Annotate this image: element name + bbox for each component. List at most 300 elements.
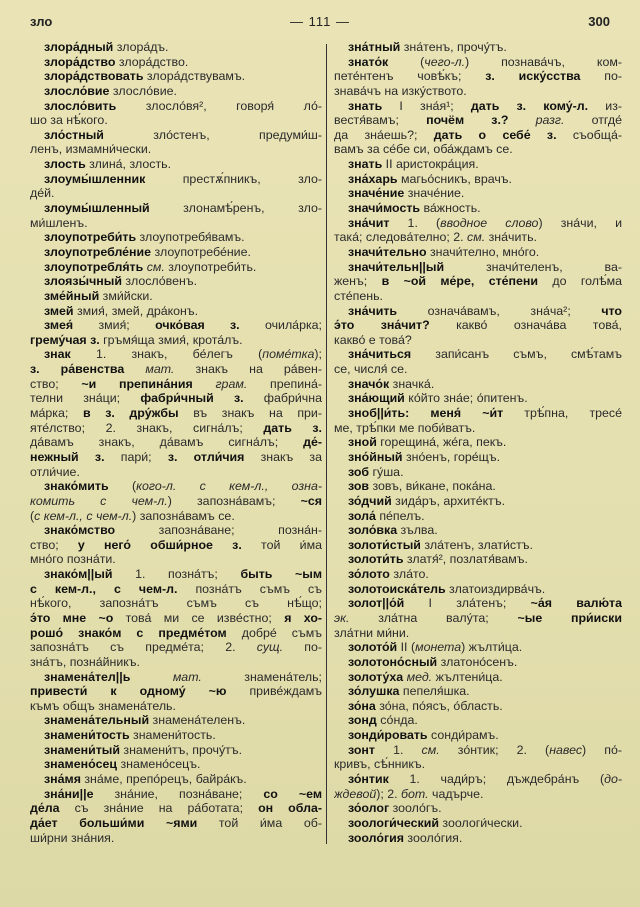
dictionary-entry — [334, 347, 622, 376]
translation: злора́дствувамъ. — [143, 69, 246, 84]
grammar-label: см. — [421, 742, 440, 757]
headword: зооло́гия — [348, 830, 404, 845]
grammar-label: разг. — [508, 113, 565, 128]
headword: да́ет больши́ми ~ями — [30, 815, 198, 830]
entry-line-head — [334, 655, 622, 670]
entry-line-head — [334, 816, 622, 831]
translation: по- — [283, 640, 322, 655]
dictionary-entry — [30, 40, 322, 55]
headword: злоумы́шленный — [44, 201, 150, 216]
translation: злора́дъ. — [113, 40, 169, 54]
entry-line-head — [30, 55, 322, 70]
entry-line — [334, 230, 622, 245]
entry-line — [30, 216, 322, 231]
grammar-label: чего-л. — [424, 54, 466, 69]
headword: значи́тельно — [348, 244, 427, 259]
dictionary-entry — [334, 260, 622, 304]
translation: нѣ́кого, запозна́тъ съмъ съ нѣ́що; — [30, 596, 322, 611]
entry-line — [334, 69, 622, 84]
dictionary-entry — [334, 391, 622, 406]
grammar-label: грам. — [192, 376, 248, 391]
translation: злоупотреби́ть. — [164, 259, 257, 274]
headword: он обла- — [258, 801, 322, 816]
translation: 1. чади́ръ; дъждебра́нъ ( — [388, 772, 605, 787]
headword: злоупотребле́ние — [44, 244, 152, 259]
entry-line-head — [334, 567, 622, 582]
entry-line-head — [334, 450, 622, 465]
entry-line — [30, 186, 322, 201]
entry-line-head — [30, 567, 322, 582]
entry-line-head — [30, 40, 322, 55]
translation: I зна́я¹; — [382, 98, 471, 113]
translation: очила́рка; — [239, 318, 322, 333]
headword: с кем-л., с чем-л. — [30, 581, 178, 596]
dictionary-entry — [334, 40, 622, 55]
dictionary-entry — [30, 260, 322, 275]
entry-line — [30, 640, 322, 655]
entry-line — [30, 465, 322, 480]
dictionary-entry — [334, 640, 622, 655]
dictionary-entry — [30, 84, 322, 99]
headword: знамени́тый — [44, 742, 120, 757]
headword: дать з. — [263, 420, 322, 435]
entry-line-head — [334, 713, 622, 728]
translation: съ зна́ние на ра́ботата; — [59, 801, 259, 816]
entry-line-head — [30, 728, 322, 743]
entry-line — [334, 421, 622, 436]
dictionary-entry — [334, 186, 622, 201]
translation: златоиздирва́чъ. — [445, 581, 546, 596]
translation: значи́теленъ, ва- — [444, 259, 622, 274]
dictionary-entry — [30, 523, 322, 567]
dictionary-entry — [334, 216, 622, 245]
headword: зо́дчий — [348, 493, 392, 508]
translation: по- — [580, 69, 622, 84]
headword: знамено́сец — [44, 757, 118, 772]
translation: да зна́ешь?; — [334, 127, 434, 142]
grammar-label: мат. — [130, 669, 202, 684]
headword: зме́йный — [44, 288, 100, 303]
translation: змия́; — [73, 318, 156, 333]
translation: сте́пень. — [334, 288, 383, 303]
entry-line-head — [334, 684, 622, 699]
entry-line-head — [334, 728, 622, 743]
dictionary-entry — [334, 772, 622, 801]
headword: зной — [348, 435, 377, 450]
entry-line — [334, 787, 622, 802]
entry-line — [30, 538, 322, 553]
grammar-label: мед. — [403, 669, 433, 684]
translation: женъ; — [334, 274, 382, 289]
entry-line — [30, 406, 322, 421]
entry-line — [334, 757, 622, 772]
headword: дать о себе́ з. — [433, 127, 557, 142]
grammar-label: бот. — [401, 786, 429, 801]
dictionary-entry — [334, 406, 622, 435]
grammar-label: навес — [549, 742, 583, 757]
headword: золото́й — [348, 640, 398, 655]
translation: зла́то. — [389, 567, 429, 582]
headword: я хо- — [284, 610, 322, 625]
entry-line-head — [334, 582, 622, 597]
running-head: зло — [30, 14, 53, 29]
translation: злосло́вя², говоря́ ло́- — [116, 98, 322, 113]
headword: зноб||и́ть: меня́ ~и́т — [348, 406, 504, 421]
translation: магьо́сникъ, врачъ. — [397, 171, 512, 186]
headword: зна́чить — [348, 303, 398, 318]
entry-line-head — [334, 186, 622, 201]
dictionary-entry — [334, 538, 622, 553]
dictionary-entry — [334, 523, 622, 538]
entry-line-head — [334, 640, 622, 655]
entry-line-head — [30, 69, 322, 84]
headword: злосло́вить — [44, 98, 117, 113]
entry-line — [30, 699, 322, 714]
entry-line — [30, 582, 322, 597]
translation: ); — [314, 347, 322, 362]
headword: зонт — [348, 742, 375, 757]
grammar-label: см. — [467, 230, 486, 245]
translation: златя́², позлатя́вамъ. — [403, 552, 528, 567]
dictionary-entry — [30, 274, 322, 289]
entry-line — [334, 128, 622, 143]
dictionary-entry — [30, 772, 322, 787]
entry-line-head — [30, 670, 322, 685]
entry-line-head — [334, 260, 622, 275]
headword: золоти́стый — [348, 537, 421, 552]
entry-line-head — [334, 509, 622, 524]
dictionary-entry — [30, 304, 322, 319]
translation: зооло́гъ. — [389, 801, 442, 816]
grammar-label: комить с чем-л. — [30, 493, 168, 508]
dictionary-entry — [334, 55, 622, 99]
headword: злость — [44, 157, 86, 172]
entry-line-head — [334, 494, 622, 509]
translation: злоупотребя́вамъ. — [136, 230, 245, 245]
headword: привести́ к одному́ ~ю — [30, 684, 227, 699]
dictionary-entry — [334, 377, 622, 392]
headword: очко́вая з. — [155, 318, 240, 333]
headword: знамена́тельный — [44, 713, 150, 728]
dictionary-entry — [334, 743, 622, 772]
dictionary-entry — [334, 596, 622, 640]
grammar-label: эк. — [334, 610, 350, 625]
translation: пепеля́шка. — [399, 684, 470, 699]
entry-line-head — [334, 99, 622, 114]
translation: знамено́сецъ. — [117, 757, 201, 772]
grammar-label: с кем-л., с чем-л. — [34, 508, 133, 523]
translation: I зла́тенъ; — [404, 596, 531, 611]
translation: какво́ означа́ва това́, — [429, 318, 622, 333]
entry-line-head — [30, 318, 322, 333]
headword: з. ра́венства — [30, 362, 125, 377]
headword: золоту́ха — [348, 669, 404, 684]
translation: така́; следова́телно; 2. — [334, 230, 468, 245]
translation: ство; — [30, 537, 78, 552]
translation: зми́йски. — [99, 288, 153, 303]
dictionary-entry — [334, 582, 622, 597]
translation: зооло́гия. — [403, 830, 463, 845]
entry-line-head — [334, 406, 622, 421]
translation: горещина́, же́га, пекъ. — [376, 435, 507, 450]
translation: позна́тъ съмъ съ — [177, 581, 322, 596]
entry-line-head — [334, 523, 622, 538]
entry-line-head — [334, 772, 622, 787]
translation: се, числя́ се. — [334, 362, 408, 377]
entry-line — [30, 552, 322, 567]
headword: зна́чит — [348, 215, 390, 230]
dictionary-entry — [334, 201, 622, 216]
dictionary-entry — [334, 157, 622, 172]
translation: злина́, злость. — [85, 157, 172, 172]
translation: знава́чъ на изку́ството. — [334, 83, 467, 98]
translation: де́й. — [30, 186, 55, 201]
translation: гръмя́ща змия́, крота́лъ. — [99, 332, 243, 347]
dictionary-entry — [334, 479, 622, 494]
translation: злоупотребе́ние. — [151, 244, 251, 259]
entry-line-head — [30, 772, 322, 787]
dictionary-entry — [30, 787, 322, 846]
dictionary-entry — [30, 743, 322, 758]
entry-line-head — [334, 304, 622, 319]
headword: де́- — [303, 435, 322, 450]
entry-line — [334, 274, 622, 289]
headword: знамена́тел||ь — [44, 669, 131, 684]
entry-line-head — [334, 699, 622, 714]
headword: злора́дный — [44, 40, 114, 54]
entry-line — [334, 84, 622, 99]
headword: в з. дру́жбы — [82, 406, 179, 421]
entry-line-head — [334, 157, 622, 172]
translation: ма́рка; — [30, 406, 83, 421]
headword: зонди́ровать — [348, 728, 428, 743]
headword: э́то мне ~о — [30, 610, 114, 625]
entry-line-head — [334, 743, 622, 758]
entry-line — [30, 113, 322, 128]
entry-line-head — [30, 157, 322, 172]
dictionary-entry — [30, 728, 322, 743]
dictionary-entry — [334, 567, 622, 582]
entry-line-head — [30, 289, 322, 304]
left-column — [30, 40, 322, 845]
dictionary-entry — [30, 245, 322, 260]
entry-line — [30, 611, 322, 626]
grammar-label: вводное слово — [440, 215, 539, 230]
entry-line-head — [30, 245, 322, 260]
entry-line — [30, 596, 322, 611]
translation: означа́вамъ, зна́ча²; — [397, 303, 602, 318]
headword: з. отли́чия — [167, 449, 245, 464]
entry-line-head — [334, 831, 622, 846]
dictionary-entry — [30, 318, 322, 347]
translation: ) запозна́вамъ се. — [132, 508, 235, 523]
dictionary-entry — [334, 699, 622, 714]
headword: зна́ни||е — [44, 786, 94, 801]
headword: грему́чая з. — [30, 332, 100, 347]
translation: зло́стенъ, предуми́ш- — [103, 127, 322, 142]
entry-line-head — [30, 304, 322, 319]
dictionary-entry — [334, 509, 622, 524]
entry-line-head — [334, 670, 622, 685]
entry-line-head — [30, 172, 322, 187]
entry-line — [30, 831, 322, 846]
translation: ство; — [30, 376, 82, 391]
translation: ко́йто зна́е; о́питенъ. — [404, 391, 528, 406]
headword: у него́ обши́рное з. — [77, 537, 242, 552]
headword: зов — [348, 479, 370, 494]
translation: 1. — [374, 742, 422, 757]
headword: зна́читься — [348, 347, 412, 362]
headword: знать — [348, 157, 383, 172]
dictionary-entry — [30, 55, 322, 70]
translation: зна́тенъ, прочу́тъ. — [400, 40, 507, 54]
entry-line-head — [30, 128, 322, 143]
headword: рошо́ знако́м с предме́том — [30, 625, 227, 640]
entry-line-head — [334, 245, 622, 260]
translation: значка́. — [389, 376, 435, 391]
translation: 1. ( — [389, 215, 441, 230]
entry-line — [334, 289, 622, 304]
translation: запозна́ване; позна́н- — [115, 523, 322, 538]
headword: знако́мство — [44, 523, 116, 538]
translation: той и́ма — [241, 537, 322, 552]
entry-line-head — [334, 391, 622, 406]
entry-line-head — [30, 713, 322, 728]
entry-line-head — [334, 552, 622, 567]
entry-line-head — [30, 757, 322, 772]
headword: зо́нтик — [348, 772, 389, 787]
translation: отгде́ — [564, 113, 622, 128]
grammar-label: поме́тка — [262, 347, 315, 362]
entry-line — [30, 494, 322, 509]
headword: золо́вка — [348, 523, 398, 538]
headword: зола́ — [348, 508, 376, 523]
entry-line-head — [334, 55, 622, 70]
dictionary-entry — [334, 435, 622, 450]
translation: знакъ за — [244, 449, 322, 464]
translation: ); 2. — [376, 786, 402, 801]
grammar-label: кого-л. с кем-л., озна- — [136, 479, 322, 494]
entry-line — [334, 611, 622, 626]
right-column — [334, 40, 622, 845]
translation: 1. позна́тъ; — [112, 567, 241, 582]
translation: кривъ, сѣ́нникъ. — [334, 757, 426, 772]
entry-line-head — [30, 787, 322, 802]
translation: зълва. — [397, 523, 438, 538]
translation: II ( — [397, 640, 416, 655]
headword: нежный з. — [30, 449, 105, 464]
translation: фабри́чна — [243, 391, 322, 406]
translation: знакъ на ра́вен- — [174, 362, 322, 377]
headword: знако́м||ый — [44, 567, 113, 582]
entry-line-head — [30, 274, 322, 289]
dictionary-entry — [334, 728, 622, 743]
translation: зовъ, ви́кане, пока́на. — [369, 479, 496, 494]
dictionary-entry — [334, 172, 622, 187]
translation: жълтени́ца. — [432, 669, 503, 684]
translation: ши́рни зна́ния. — [30, 830, 115, 845]
grammar-label: см. — [143, 259, 165, 274]
entry-line — [30, 626, 322, 641]
headword: зна́харь — [348, 171, 398, 186]
grammar-label: ждевой — [334, 786, 377, 801]
headword: зна́тный — [348, 40, 401, 54]
grammar-label: до- — [604, 772, 622, 787]
translation: до голѣ́ма — [538, 274, 622, 289]
translation: ) зна́чи, и — [538, 215, 622, 230]
translation: ) познава́чъ, ком- — [465, 54, 622, 69]
headword: знамени́тость — [44, 728, 130, 743]
dictionary-entry — [334, 801, 622, 816]
entry-line-head — [334, 347, 622, 362]
translation: знамена́тель; — [201, 669, 322, 684]
translation: зно́енъ, горе́щъ. — [402, 449, 501, 464]
dictionary-entry — [30, 128, 322, 157]
headword: змей — [44, 303, 74, 318]
headword: зна́мя — [44, 772, 81, 787]
dictionary-entry — [30, 713, 322, 728]
dictionary-entry — [334, 684, 622, 699]
translation: въ знакъ на при- — [178, 406, 322, 421]
entry-line-head — [334, 216, 622, 231]
dictionary-entry — [334, 304, 622, 348]
translation: зна́ние, позна́ване; — [93, 786, 264, 801]
translation: 1. знакъ, бе́легъ ( — [70, 347, 263, 362]
entry-line — [30, 655, 322, 670]
entry-line-head — [334, 201, 622, 216]
entry-line-head — [334, 172, 622, 187]
column-divider — [326, 44, 327, 844]
translation: зо́нтик; 2. ( — [439, 742, 550, 757]
entry-line — [30, 435, 322, 450]
translation: какво́ е това́? — [334, 332, 412, 347]
entry-line-head — [30, 523, 322, 538]
entry-line — [30, 362, 322, 377]
translation: да́вамъ знакъ, да́вамъ сигна́лъ; — [30, 435, 304, 450]
entry-line — [30, 377, 322, 392]
translation: добре́ съмъ — [226, 625, 322, 640]
dictionary-entry — [334, 831, 622, 846]
translation: зоологи́чески. — [438, 815, 523, 830]
headword: что — [601, 303, 622, 318]
translation: вамъ за се́бе си, оба́ждамъ се. — [334, 142, 513, 157]
dictionary-entry — [30, 670, 322, 714]
entry-line-head — [334, 596, 622, 611]
headword: знать — [348, 98, 383, 113]
headword: зо́на — [348, 698, 376, 713]
translation: злосло́венъ. — [121, 274, 198, 289]
dictionary-entry — [30, 289, 322, 304]
dictionary-entry — [334, 816, 622, 831]
entry-line — [334, 113, 622, 128]
translation: телни зна́ци; — [30, 391, 141, 406]
translation: ) запозна́вамъ; — [167, 493, 301, 508]
headword: зо́олог — [348, 801, 390, 816]
entry-line-head — [30, 201, 322, 216]
translation: зида́ръ, архите́ктъ. — [391, 493, 506, 508]
translation: ленъ, измамни́чески. — [30, 142, 152, 157]
translation: ми́шленъ. — [30, 215, 88, 230]
headword: золотоно́сный — [348, 654, 438, 669]
translation: ( — [108, 479, 137, 494]
translation: знамена́теленъ. — [149, 713, 246, 728]
translation: чадърче. — [428, 786, 484, 801]
translation: значе́ние. — [404, 186, 465, 201]
dictionary-entry — [334, 99, 622, 158]
translation: знамени́тость. — [129, 728, 216, 743]
entry-line — [30, 801, 322, 816]
headword: зна́ющий — [348, 391, 405, 406]
